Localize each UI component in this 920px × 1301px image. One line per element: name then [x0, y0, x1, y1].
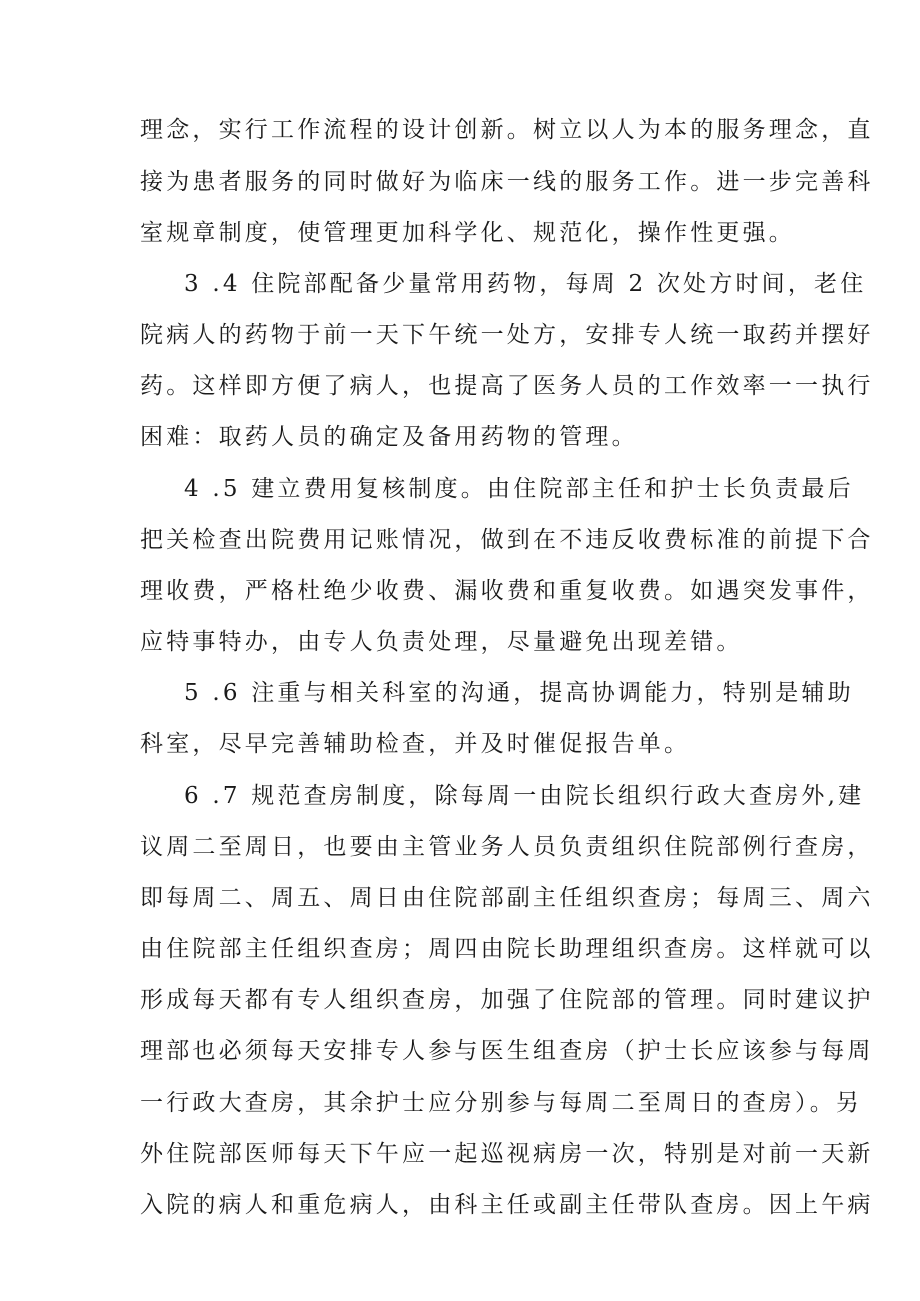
text-line: 议周二至周日，也要由主管业务人员负责组织住院部例行查房， — [140, 834, 874, 860]
text-line: 由住院部主任组织查房；周四由院长助理组织查房。这样就可以 — [140, 936, 874, 962]
text-line: 应特事特办，由专人负责处理，尽量避免出现差错。 — [140, 629, 743, 655]
text-line: 入院的病人和重危病人，由科主任或副主任带队查房。因上午病 — [140, 1192, 874, 1218]
text-line: 把关检查出院费用记账情况，做到在不违反收费标准的前提下合 — [140, 527, 874, 553]
text-line: 药。这样即方便了病人，也提高了医务人员的工作效率一一执行 — [140, 373, 874, 399]
text-line: 即每周二、周五、周日由住院部副主任组织查房；每周三、周六 — [140, 885, 874, 911]
text-line: 外住院部医师每天下午应一起巡视病房一次，特别是对前一天新 — [140, 1141, 874, 1167]
text-line: 科室，尽早完善辅助检查，并及时催促报告单。 — [140, 731, 691, 757]
text-line: 接为患者服务的同时做好为临床一线的服务工作。进一步完善科 — [140, 169, 874, 195]
text-line: 理收费，严格杜绝少收费、漏收费和重复收费。如遇突发事件， — [140, 578, 874, 604]
text-line: 室规章制度，使管理更加科学化、规范化，操作性更强。 — [140, 220, 795, 246]
paragraph-start-line: 6 .7 规范查房制度，除每周一由院长组织行政大查房外,建 — [184, 783, 865, 809]
text-line: 院病人的药物于前一天下午统一处方，安排专人统一取药并摆好 — [140, 322, 874, 348]
paragraph-start-line: 3 .4 住院部配备少量常用药物，每周 2 次处方时间，老住 — [184, 271, 867, 297]
text-line: 理部也必须每天安排专人参与医生组查房（护士长应该参与每周 — [140, 1038, 874, 1064]
text-line: 一行政大查房，其余护士应分别参与每周二至周日的查房）。另 — [140, 1090, 863, 1116]
paragraph-start-line: 5 .6 注重与相关科室的沟通，提高协调能力，特别是辅助 — [184, 680, 854, 706]
text-line: 理念，实行工作流程的设计创新。树立以人为本的服务理念，直 — [140, 117, 874, 143]
text-line: 形成每天都有专人组织查房，加强了住院部的管理。同时建议护 — [140, 987, 874, 1013]
text-line: 困难：取药人员的确定及备用药物的管理。 — [140, 424, 638, 450]
paragraph-start-line: 4 .5 建立费用复核制度。由住院部主任和护士长负责最后 — [184, 476, 854, 502]
